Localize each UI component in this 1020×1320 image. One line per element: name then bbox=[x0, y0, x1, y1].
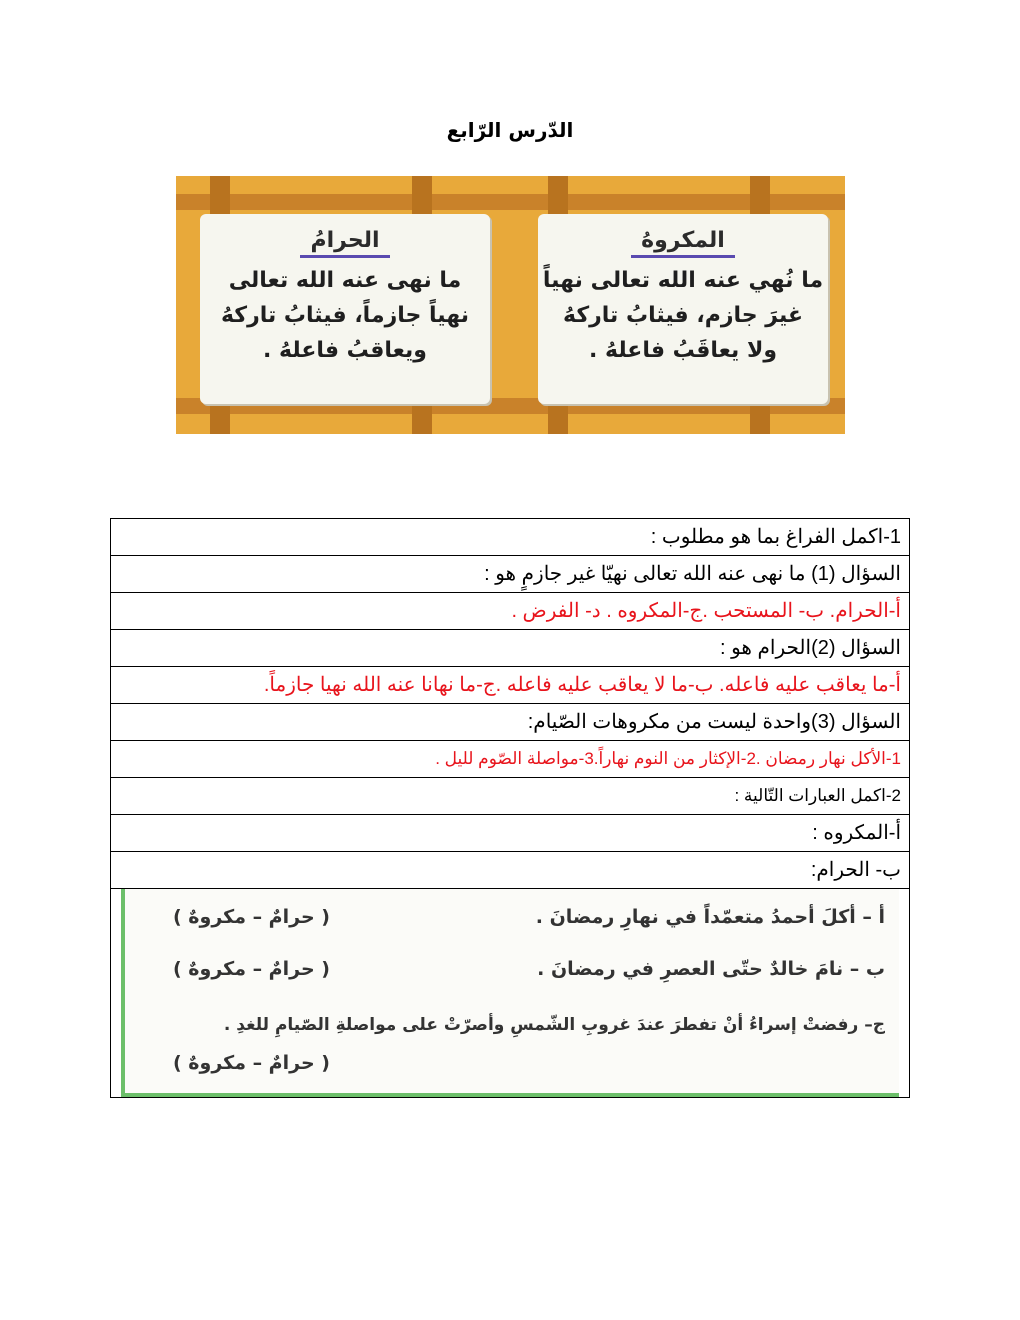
sign-line: ويعاقبُ فاعلهُ . bbox=[262, 338, 427, 363]
table-row bbox=[111, 593, 910, 630]
answers-2: أ-ما يعاقب عليه فاعله. ب-ما لا يعاقب عليه فاعله .ج-ما نهانا عنه الله نهيا جازماً. bbox=[111, 667, 910, 704]
exercise-option: ( حرامٌ – مكروهٌ ) bbox=[173, 1052, 330, 1074]
exercise-option: ( حرامٌ – مكروهٌ ) bbox=[173, 906, 330, 928]
sign-line: ما نهى عنه الله تعالى bbox=[228, 268, 462, 293]
exercise-text: أ – أكلَ أحمدُ متعمّداً في نهارِ رمضانَ . bbox=[535, 906, 885, 928]
exercise-item-b bbox=[143, 957, 885, 981]
table-row bbox=[111, 815, 910, 852]
sign-line: نهياً جازماً، فيثابُ تاركهُ bbox=[220, 303, 470, 328]
sign-heading: المكروهُ bbox=[631, 228, 735, 258]
table-row bbox=[111, 852, 910, 889]
question-2: السؤال (2)الحرام هو : bbox=[111, 630, 910, 667]
table-row bbox=[111, 889, 910, 1098]
table-row bbox=[111, 556, 910, 593]
questions-table bbox=[110, 518, 910, 1098]
exercise-text: ب – نامَ خالدٌ حتّى العصرِ في رمضانَ . bbox=[537, 958, 885, 980]
exercise-option: ( حرامٌ – مكروهٌ ) bbox=[173, 958, 330, 980]
table-row bbox=[111, 704, 910, 741]
table-row bbox=[111, 630, 910, 667]
question-1: السؤال (1) ما نهى عنه الله تعالى نهيّا غير جازمٍ هو : bbox=[111, 556, 910, 593]
exercise-item-c bbox=[129, 1013, 885, 1037]
instruction-2: 2-اكمل العبارات التّالية : bbox=[111, 778, 910, 815]
signboard-image bbox=[176, 176, 845, 434]
wood-plank bbox=[176, 194, 845, 210]
sign-haram bbox=[200, 214, 490, 404]
table-row bbox=[111, 667, 910, 704]
exercise-image bbox=[121, 889, 899, 1097]
fill-haram: ب- الحرام: bbox=[111, 852, 910, 889]
exercise-text: ج– رفضتْ إسراءُ أنْ تفطرَ عندَ غروبِ الشّمسِ وأصرّتْ على مواصلةِ الصّيامِ للغدِ . bbox=[223, 1015, 885, 1035]
page-title: الدّرس الرّابع bbox=[446, 118, 574, 142]
sign-line: ما نُهي عنه الله تعالى نهياً bbox=[542, 268, 824, 293]
instruction: 1-اكمل الفراغ بما هو مطلوب : bbox=[111, 519, 910, 556]
table-row bbox=[111, 519, 910, 556]
answers-1: أ-الحرام. ب- المستحب .ج-المكروه . د- الفرض . bbox=[111, 593, 910, 630]
question-3: السؤال (3)واحدة ليست من مكروهات الصّيام: bbox=[111, 704, 910, 741]
sign-makruh bbox=[538, 214, 828, 404]
table-row bbox=[111, 778, 910, 815]
answers-3: 1-الأكل نهار رمضان .2-الإكثار من النوم نهاراً.3-مواصلة الصّوم لليل . bbox=[111, 741, 910, 778]
sign-heading: الحرامُ bbox=[300, 228, 389, 258]
sign-line: ولا يعاقَبُ فاعلهُ . bbox=[588, 338, 778, 363]
exercise-item-a bbox=[143, 905, 885, 929]
fill-makruh: أ-المكروه : bbox=[111, 815, 910, 852]
table-row bbox=[111, 741, 910, 778]
exercise-image-cell bbox=[111, 889, 910, 1098]
sign-line: غيرَ جازم، فيثابُ تاركهُ bbox=[563, 303, 803, 328]
